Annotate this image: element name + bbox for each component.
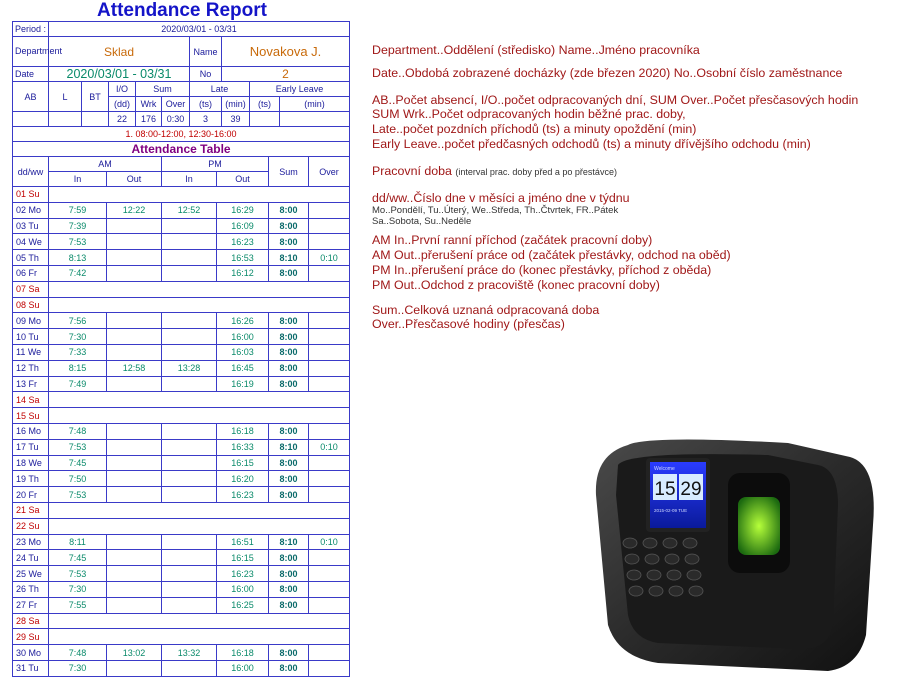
day-cell: 24 Tu (13, 550, 49, 566)
day-row (13, 502, 350, 518)
day-cell: 13 Fr (13, 376, 49, 392)
note-line: PM In..přerušení práce do (konec přestávky, příchod z oběda) (372, 262, 712, 277)
day-cell: 25 We (13, 566, 49, 582)
day-cell: 05 Th (13, 250, 49, 266)
day-row (13, 187, 350, 203)
pm-out-cell: 16:12 (217, 265, 269, 281)
sub-wrk: Wrk (136, 97, 162, 112)
am-in-cell: 7:30 (49, 660, 107, 676)
sum-cell: 8:00 (269, 645, 309, 661)
note-work-time: Pracovní doba (372, 163, 452, 178)
over-cell (309, 329, 350, 345)
pm-out-cell: 16:23 (217, 234, 269, 250)
name-label: Name (190, 37, 222, 67)
day-row (13, 518, 350, 534)
am-out-cell (107, 250, 162, 266)
am-out-cell (107, 313, 162, 329)
am-in-cell: 7:55 (49, 597, 107, 613)
col-bt: BT (82, 82, 109, 112)
sum-cell: 8:00 (269, 265, 309, 281)
over-cell (309, 218, 350, 234)
day-cell: 08 Su (13, 297, 49, 313)
col-io: I/O (109, 82, 136, 97)
date-value: 2020/03/01 - 03/31 (49, 67, 190, 82)
pm-out-cell: 16:09 (217, 218, 269, 234)
am-out-cell (107, 265, 162, 281)
day-row (13, 265, 350, 281)
pm-in-cell (162, 439, 217, 455)
note-work-time-detail: (interval prac. doby před a po přestávce) (455, 166, 617, 177)
pm-in-cell (162, 581, 217, 597)
day-cell: 28 Sa (13, 613, 49, 629)
note-line: AM Out..přerušení práce od (začátek přestávky, odchod na oběd) (372, 248, 731, 263)
sum-cell: 8:00 (269, 329, 309, 345)
col-pm: PM (162, 157, 269, 172)
day-cell: 17 Tu (13, 439, 49, 455)
terminal-drawing (588, 435, 878, 675)
note-line: Over..Přesčasové hodiny (přesčas) (372, 317, 565, 332)
day-row (13, 597, 350, 613)
day-row (13, 534, 350, 550)
pm-in-cell (162, 376, 217, 392)
day-row (13, 202, 350, 218)
val-early-min (280, 112, 350, 127)
note-line: dd/ww..Číslo dne v měsíci a jméno dne v týdnu (372, 190, 630, 205)
weekend-blank (49, 187, 350, 203)
sub-dd: (dd) (109, 97, 136, 112)
over-cell (309, 660, 350, 676)
note-line: Early Leave..počet předčasných odchodů (ts) a minuty dřívějšího odchodu (min) (372, 136, 811, 151)
day-cell: 07 Sa (13, 281, 49, 297)
weekend-blank (49, 392, 350, 408)
day-row (13, 344, 350, 360)
sum-cell: 8:00 (269, 202, 309, 218)
val-ab (13, 112, 49, 127)
day-cell: 14 Sa (13, 392, 49, 408)
pm-in-cell (162, 471, 217, 487)
pm-in-cell (162, 329, 217, 345)
over-cell (309, 265, 350, 281)
col-late: Late (190, 82, 250, 97)
weekend-blank (49, 518, 350, 534)
am-in-cell: 7:33 (49, 344, 107, 360)
period-label: Period : (13, 22, 49, 37)
am-out-cell (107, 550, 162, 566)
date-label: Date (13, 67, 49, 82)
pm-in-cell: 12:52 (162, 202, 217, 218)
day-row (13, 281, 350, 297)
day-row (13, 313, 350, 329)
day-row (13, 455, 350, 471)
over-cell: 0:10 (309, 534, 350, 550)
pm-out-cell: 16:18 (217, 423, 269, 439)
am-out-cell (107, 660, 162, 676)
day-row (13, 629, 350, 645)
sum-cell: 8:00 (269, 376, 309, 392)
am-in-cell: 7:53 (49, 439, 107, 455)
sub-early-min: (min) (280, 97, 350, 112)
over-cell (309, 360, 350, 376)
am-in-cell: 7:53 (49, 566, 107, 582)
over-cell: 0:10 (309, 439, 350, 455)
pm-out-cell: 16:20 (217, 471, 269, 487)
note-line: SUM Wrk..Počet odpracovaných hodin běžné prac. doby, (372, 107, 686, 122)
col-ab: AB (13, 82, 49, 112)
col-early-leave: Early Leave (250, 82, 350, 97)
sum-cell: 8:00 (269, 487, 309, 503)
col-sum: Sum (136, 82, 190, 97)
no-label: No (190, 67, 222, 82)
val-late-ts: 3 (190, 112, 222, 127)
over-cell (309, 455, 350, 471)
attendance-report (12, 0, 352, 677)
note-line-small: Mo..Pondělí, Tu..Úterý, We..Středa, Th..Čtvrtek, FR..Pátek (372, 205, 619, 217)
val-over: 0:30 (162, 112, 190, 127)
am-out-cell (107, 471, 162, 487)
pm-out-cell: 16:18 (217, 645, 269, 661)
col-am-in: In (49, 172, 107, 187)
day-cell: 16 Mo (13, 423, 49, 439)
day-row (13, 423, 350, 439)
am-out-cell (107, 344, 162, 360)
val-late-min: 39 (222, 112, 250, 127)
over-cell (309, 234, 350, 250)
am-in-cell: 8:15 (49, 360, 107, 376)
over-cell (309, 202, 350, 218)
attendance-table (12, 141, 350, 677)
am-out-cell (107, 218, 162, 234)
over-cell (309, 313, 350, 329)
pm-out-cell: 16:23 (217, 566, 269, 582)
am-in-cell: 7:45 (49, 550, 107, 566)
day-cell: 23 Mo (13, 534, 49, 550)
clock-hours: 15 (654, 479, 676, 500)
am-out-cell (107, 234, 162, 250)
weekend-blank (49, 502, 350, 518)
val-wrk: 176 (136, 112, 162, 127)
pm-in-cell (162, 218, 217, 234)
note-line: PM Out..Odchod z pracoviště (konec pracovní doby) (372, 277, 660, 292)
day-cell: 22 Su (13, 518, 49, 534)
col-sum-total: Sum (269, 157, 309, 187)
val-early-ts (250, 112, 280, 127)
pm-out-cell: 16:29 (217, 202, 269, 218)
pm-in-cell (162, 423, 217, 439)
pm-in-cell (162, 234, 217, 250)
over-cell (309, 581, 350, 597)
day-cell: 31 Tu (13, 660, 49, 676)
sum-cell: 8:00 (269, 313, 309, 329)
over-cell (309, 376, 350, 392)
pm-out-cell: 16:45 (217, 360, 269, 376)
screen-welcome: Welcome (654, 466, 675, 472)
over-cell (309, 645, 350, 661)
col-over-total: Over (309, 157, 350, 187)
department-value: Sklad (49, 37, 190, 67)
weekend-blank (49, 613, 350, 629)
pm-in-cell (162, 487, 217, 503)
note-line: AM In..První ranní příchod (začátek pracovní doby) (372, 233, 653, 248)
sum-cell: 8:00 (269, 234, 309, 250)
day-cell: 09 Mo (13, 313, 49, 329)
col-ddww: dd/ww (13, 157, 49, 187)
am-in-cell: 7:42 (49, 265, 107, 281)
period-value: 2020/03/01 - 03/31 (49, 22, 350, 37)
col-l: L (49, 82, 82, 112)
am-out-cell (107, 439, 162, 455)
sum-cell: 8:00 (269, 597, 309, 613)
sum-cell: 8:00 (269, 660, 309, 676)
sub-early-ts: (ts) (250, 97, 280, 112)
am-in-cell: 7:48 (49, 423, 107, 439)
pm-out-cell: 16:26 (217, 313, 269, 329)
day-row (13, 566, 350, 582)
day-row (13, 360, 350, 376)
over-cell: 0:10 (309, 250, 350, 266)
sum-cell: 8:10 (269, 439, 309, 455)
sub-over: Over (162, 97, 190, 112)
sum-cell: 8:00 (269, 550, 309, 566)
weekend-blank (49, 629, 350, 645)
pm-in-cell (162, 597, 217, 613)
am-in-cell: 7:48 (49, 645, 107, 661)
day-row (13, 550, 350, 566)
pm-in-cell (162, 250, 217, 266)
report-title: Attendance Report (97, 0, 267, 21)
sub-late-ts: (ts) (190, 97, 222, 112)
pm-in-cell (162, 660, 217, 676)
am-out-cell (107, 455, 162, 471)
pm-out-cell: 16:19 (217, 376, 269, 392)
over-cell (309, 487, 350, 503)
am-in-cell: 7:39 (49, 218, 107, 234)
pm-out-cell: 16:23 (217, 487, 269, 503)
am-out-cell (107, 566, 162, 582)
weekend-blank (49, 281, 350, 297)
pm-out-cell: 16:00 (217, 581, 269, 597)
day-cell: 29 Su (13, 629, 49, 645)
pm-out-cell: 16:53 (217, 250, 269, 266)
am-in-cell: 8:13 (49, 250, 107, 266)
attendance-terminal-image (588, 435, 878, 675)
day-cell: 19 Th (13, 471, 49, 487)
note-line: Date..Obdobá zobrazené docházky (zde březen 2020) No..Osobní číslo zaměstnance (372, 65, 843, 80)
over-cell (309, 471, 350, 487)
day-cell: 30 Mo (13, 645, 49, 661)
pm-in-cell (162, 534, 217, 550)
col-am-out: Out (107, 172, 162, 187)
day-cell: 12 Th (13, 360, 49, 376)
day-cell: 18 We (13, 455, 49, 471)
sum-cell: 8:00 (269, 423, 309, 439)
am-in-cell: 7:53 (49, 487, 107, 503)
pm-out-cell: 16:15 (217, 455, 269, 471)
col-pm-in: In (162, 172, 217, 187)
am-in-cell: 8:11 (49, 534, 107, 550)
am-out-cell: 12:58 (107, 360, 162, 376)
pm-out-cell: 16:51 (217, 534, 269, 550)
over-cell (309, 597, 350, 613)
am-in-cell: 7:53 (49, 234, 107, 250)
pm-out-cell: 16:33 (217, 439, 269, 455)
day-cell: 15 Su (13, 408, 49, 424)
pm-out-cell: 16:15 (217, 550, 269, 566)
employee-number: 2 (222, 67, 350, 82)
clock-minutes: 29 (680, 479, 702, 500)
am-in-cell: 7:50 (49, 471, 107, 487)
am-in-cell: 7:45 (49, 455, 107, 471)
pm-out-cell: 16:25 (217, 597, 269, 613)
col-pm-out: Out (217, 172, 269, 187)
sum-cell: 8:00 (269, 455, 309, 471)
day-row (13, 376, 350, 392)
day-row (13, 471, 350, 487)
day-row (13, 660, 350, 676)
am-out-cell (107, 487, 162, 503)
day-row (13, 487, 350, 503)
am-in-cell: 7:49 (49, 376, 107, 392)
pm-in-cell (162, 265, 217, 281)
note-line: AB..Počet absencí, I/O..počet odpracovaných dní, SUM Over..Počet přesčasových hodin (372, 92, 859, 107)
day-cell: 04 We (13, 234, 49, 250)
note-line-small: Sa..Sobota, Su..Neděle (372, 216, 472, 228)
sum-cell: 8:10 (269, 534, 309, 550)
day-row (13, 297, 350, 313)
day-row (13, 392, 350, 408)
pm-in-cell: 13:28 (162, 360, 217, 376)
am-in-cell: 7:59 (49, 202, 107, 218)
am-out-cell: 12:22 (107, 202, 162, 218)
fingerprint-sensor (738, 497, 780, 555)
val-io: 22 (109, 112, 136, 127)
weekend-blank (49, 297, 350, 313)
pm-in-cell: 13:32 (162, 645, 217, 661)
am-out-cell (107, 376, 162, 392)
employee-name: Novakova J. (222, 37, 350, 67)
am-in-cell: 7:30 (49, 329, 107, 345)
val-bt (82, 112, 109, 127)
day-row (13, 581, 350, 597)
day-cell: 03 Tu (13, 218, 49, 234)
department-label: Department (13, 37, 49, 67)
day-row (13, 613, 350, 629)
am-out-cell (107, 534, 162, 550)
sum-cell: 8:00 (269, 218, 309, 234)
day-cell: 27 Fr (13, 597, 49, 613)
day-cell: 21 Sa (13, 502, 49, 518)
pm-out-cell: 16:00 (217, 329, 269, 345)
day-row (13, 645, 350, 661)
pm-in-cell (162, 455, 217, 471)
weekend-blank (49, 408, 350, 424)
sum-cell: 8:10 (269, 250, 309, 266)
pm-out-cell: 16:00 (217, 660, 269, 676)
pm-out-cell: 16:03 (217, 344, 269, 360)
sub-late-min: (min) (222, 97, 250, 112)
schedule-text: 1. 08:00-12:00, 12:30-16:00 (13, 127, 350, 142)
day-cell: 26 Th (13, 581, 49, 597)
day-row (13, 218, 350, 234)
sum-cell: 8:00 (269, 581, 309, 597)
note-line (372, 164, 892, 180)
note-line: Late..počet pozdních příchodů (ts) a minuty opoždění (min) (372, 122, 697, 137)
am-out-cell (107, 597, 162, 613)
sum-cell: 8:00 (269, 566, 309, 582)
day-cell: 11 We (13, 344, 49, 360)
day-rows (13, 187, 350, 677)
legend-notes (372, 43, 892, 332)
pm-in-cell (162, 566, 217, 582)
pm-in-cell (162, 313, 217, 329)
day-row (13, 439, 350, 455)
sum-cell: 8:00 (269, 471, 309, 487)
day-cell: 20 Fr (13, 487, 49, 503)
day-row (13, 234, 350, 250)
over-cell (309, 550, 350, 566)
am-out-cell: 13:02 (107, 645, 162, 661)
screen-date: 2015-02-09 TUE (654, 508, 688, 513)
note-line: Sum..Celková uznaná odpracovaná doba (372, 302, 600, 317)
report-header-table (12, 21, 350, 142)
over-cell (309, 566, 350, 582)
day-cell: 02 Mo (13, 202, 49, 218)
day-cell: 01 Su (13, 187, 49, 203)
over-cell (309, 344, 350, 360)
am-out-cell (107, 423, 162, 439)
day-cell: 10 Tu (13, 329, 49, 345)
am-in-cell: 7:56 (49, 313, 107, 329)
day-row (13, 408, 350, 424)
sum-cell: 8:00 (269, 360, 309, 376)
pm-in-cell (162, 550, 217, 566)
day-cell: 06 Fr (13, 265, 49, 281)
day-row (13, 329, 350, 345)
over-cell (309, 423, 350, 439)
day-row (13, 250, 350, 266)
sum-cell: 8:00 (269, 344, 309, 360)
am-out-cell (107, 581, 162, 597)
pm-in-cell (162, 344, 217, 360)
note-line: Department..Oddělení (středisko) Name..Jméno pracovníka (372, 43, 700, 57)
attendance-table-title: Attendance Table (13, 142, 350, 157)
col-am: AM (49, 157, 162, 172)
am-out-cell (107, 329, 162, 345)
am-in-cell: 7:30 (49, 581, 107, 597)
val-l (49, 112, 82, 127)
